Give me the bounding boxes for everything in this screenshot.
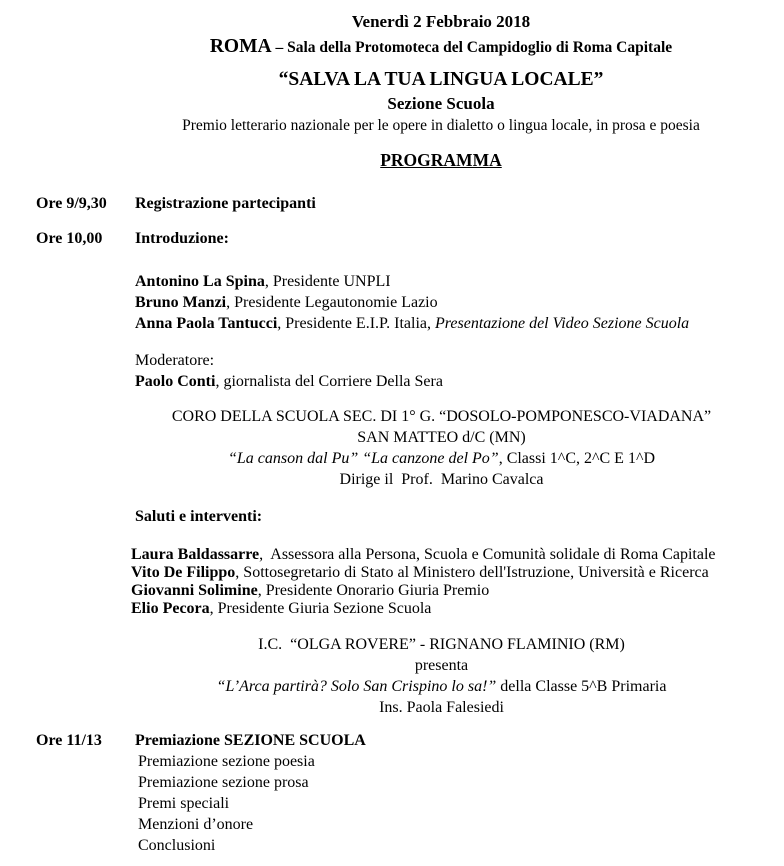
moderator-line bbox=[135, 371, 748, 392]
event-title: “SALVA LA TUA LINGUA LOCALE” bbox=[278, 69, 604, 90]
moderator-block bbox=[135, 350, 748, 392]
speaker-name: Antonino La Spina bbox=[135, 273, 265, 290]
speaker-role: , Presidente Legautonomie Lazio bbox=[226, 294, 438, 311]
event-venue: – Sala della Protomoteca del Campidoglio di Roma Capitale bbox=[271, 39, 673, 56]
choir-classes: , Classi 1^C, 2^C E 1^D bbox=[498, 450, 655, 467]
row-title: Premiazione SEZIONE SCUOLA bbox=[135, 732, 366, 749]
choir-line-3 bbox=[135, 448, 748, 469]
speaker-line bbox=[131, 564, 771, 582]
school-line-2: presenta bbox=[414, 657, 469, 674]
speaker-name: Vito De Filippo bbox=[131, 564, 236, 581]
moderator-label: Moderatore: bbox=[135, 352, 215, 369]
school-line-3 bbox=[135, 676, 748, 697]
time-label: Ore 10,00 bbox=[36, 230, 103, 247]
award-item: Conclusioni bbox=[138, 837, 216, 854]
speaker-name: Bruno Manzi bbox=[135, 294, 227, 311]
introduction-speakers bbox=[135, 271, 748, 334]
greetings-speakers bbox=[131, 546, 771, 618]
event-section: Sezione Scuola bbox=[387, 94, 495, 113]
speaker-role: , Presidente E.I.P. Italia, bbox=[277, 315, 436, 332]
time-label: Ore 9/9,30 bbox=[36, 195, 107, 212]
schedule-row-registration bbox=[36, 194, 784, 214]
document-header bbox=[98, 0, 784, 172]
event-date: Venerdì 2 Febbraio 2018 bbox=[351, 12, 531, 31]
speaker-line bbox=[135, 292, 748, 313]
choir-block bbox=[135, 406, 748, 490]
row-title: Introduzione: bbox=[135, 230, 229, 247]
speaker-role: , Presidente Onorario Giuria Premio bbox=[257, 582, 490, 599]
speaker-role: , Assessora alla Persona, Scuola e Comunità solidale di Roma Capitale bbox=[259, 546, 716, 563]
speaker-note: Presentazione del Video Sezione Scuola bbox=[435, 315, 690, 332]
speaker-line bbox=[135, 313, 748, 334]
speaker-line bbox=[131, 600, 771, 618]
row-title: Registrazione partecipanti bbox=[135, 195, 316, 212]
school-line-1: I.C. “OLGA ROVERE” - RIGNANO FLAMINIO (RM) bbox=[258, 636, 625, 653]
award-item: Premi speciali bbox=[138, 795, 230, 812]
speaker-name: Elio Pecora bbox=[131, 600, 210, 617]
speaker-name: Giovanni Solimine bbox=[131, 582, 258, 599]
speaker-name: Anna Paola Tantucci bbox=[135, 315, 278, 332]
schedule-row-awards bbox=[36, 731, 784, 751]
event-location bbox=[98, 34, 784, 60]
time-label: Ore 11/13 bbox=[36, 732, 102, 749]
school-play-title: “L’Arca partirà? Solo San Crispino lo sa!” bbox=[216, 678, 497, 695]
choir-line-4: Dirige il Prof. Marino Cavalca bbox=[339, 471, 544, 488]
award-item: Menzioni d’onore bbox=[138, 816, 254, 833]
school-class: della Classe 5^B Primaria bbox=[496, 678, 667, 695]
choir-song-titles: “La canson dal Pu” “La canzone del Po” bbox=[228, 450, 499, 467]
moderator-role: , giornalista del Corriere Della Sera bbox=[215, 373, 443, 390]
choir-line-1: CORO DELLA SCUOLA SEC. DI 1° G. “DOSOLO-POMPONESCO-VIADANA” bbox=[171, 408, 712, 425]
award-item: Premiazione sezione prosa bbox=[138, 774, 309, 791]
moderator-name: Paolo Conti bbox=[135, 373, 216, 390]
speaker-role: , Presidente Giuria Sezione Scuola bbox=[209, 600, 432, 617]
speaker-role: , Sottosegretario di Stato al Ministero dell'Istruzione, Università e Ricerca bbox=[235, 564, 709, 581]
speaker-line bbox=[135, 271, 748, 292]
event-city: ROMA bbox=[209, 36, 272, 57]
school-line-4: Ins. Paola Falesiedi bbox=[379, 699, 504, 716]
awards-subitems bbox=[138, 751, 784, 856]
speaker-role: , Presidente UNPLI bbox=[264, 273, 391, 290]
greetings-heading: Saluti e interventi: bbox=[135, 508, 263, 525]
program-heading: PROGRAMMA bbox=[380, 150, 502, 170]
speaker-line bbox=[131, 546, 771, 564]
choir-line-2: SAN MATTEO d/C (MN) bbox=[357, 429, 526, 446]
schedule-row-introduction bbox=[36, 229, 784, 249]
school-presentation-block bbox=[135, 634, 748, 718]
award-item: Premiazione sezione poesia bbox=[138, 753, 315, 770]
speaker-name: Laura Baldassarre bbox=[131, 546, 260, 563]
event-tagline: Premio letterario nazionale per le opere in dialetto o lingua locale, in prosa e poesia bbox=[182, 117, 700, 134]
speaker-line bbox=[131, 582, 771, 600]
